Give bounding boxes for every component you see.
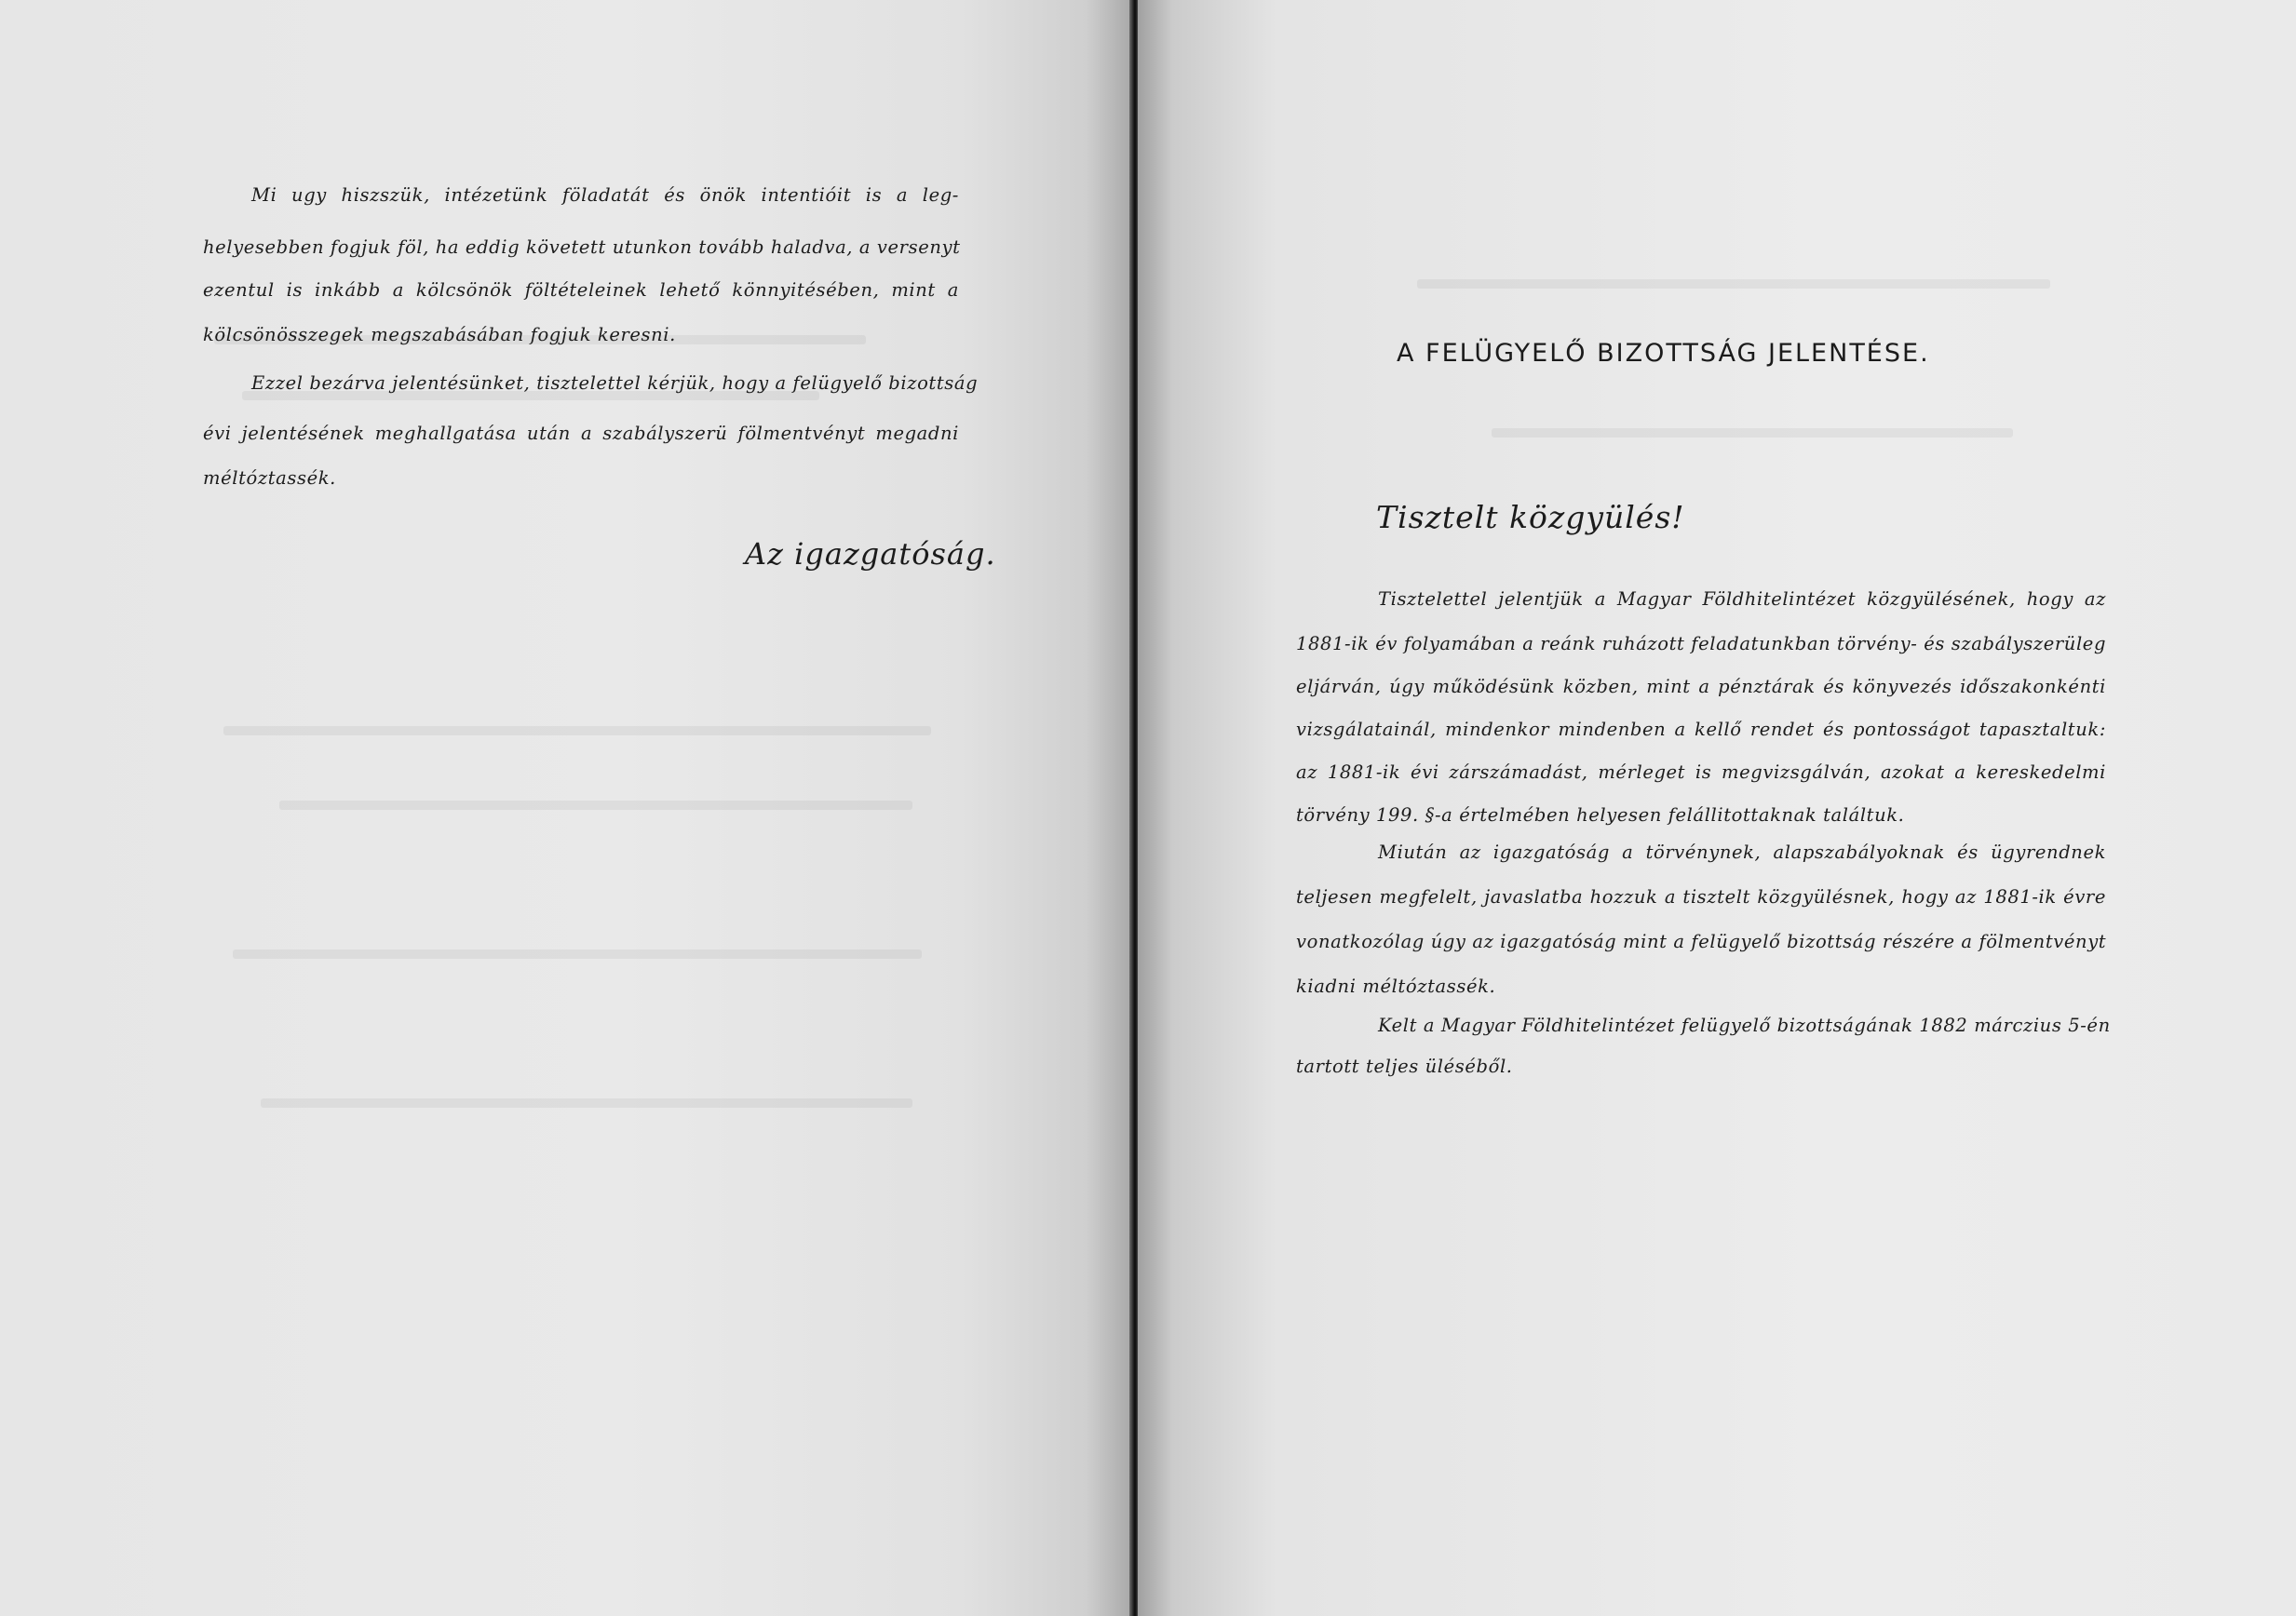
text-line: kiadni méltóztassék. [1296, 976, 1496, 997]
text-line: Miután az igazgatóság a törvénynek, alapszabályoknak és ügyrendnek [1378, 842, 2106, 863]
text-line: Tisztelettel jelentjük a Magyar Földhitelintézet közgyülésének, hogy az [1378, 588, 2106, 610]
text-line: helyesebben fogjuk föl, ha eddig követett utunkon tovább haladva, a versenyt [203, 236, 961, 258]
text-line: az 1881-ik évi zárszámadást, mérleget is megvizsgálván, azokat a kereskedelmi [1296, 761, 2106, 783]
text-line: vonatkozólag úgy az igazgatóság mint a felügyelő bizottság részére a fölmentvényt [1296, 931, 2107, 952]
signature: Az igazgatóság. [745, 536, 996, 572]
text-line: vizsgálatainál, mindenkor mindenben a kellő rendet és pontosságot tapasztaltuk: [1296, 719, 2106, 740]
text-line: tartott teljes üléséből. [1296, 1056, 1513, 1077]
text-line: Ezzel bezárva jelentésünket, tisztelettel kérjük, hogy a felügyelő bizottság [251, 372, 979, 394]
text-line: 1881-ik év folyamában a reánk ruházott feladatunkban törvény- és szabályszerüleg [1296, 633, 2107, 654]
text-line: méltóztassék. [203, 467, 336, 489]
page-heading: A FELÜGYELŐ BIZOTTSÁG JELENTÉSE. [1397, 339, 1930, 368]
salutation: Tisztelt közgyülés! [1376, 499, 1685, 535]
text-line: évi jelentésének meghallgatása után a szabályszerü fölmentvényt megadni [203, 423, 959, 444]
text-line: kölcsönösszegek megszabásában fogjuk keresni. [203, 324, 676, 345]
text-line: ezentul is inkább a kölcsönök föltételeinek lehető könnyitésében, mint a [203, 279, 959, 301]
text-line: teljesen megfelelt, javaslatba hozzuk a tisztelt közgyülésnek, hogy az 1881-ik évre [1296, 886, 2106, 908]
text-line: eljárván, úgy működésünk közben, mint a pénztárak és könyvezés időszakonkénti [1296, 676, 2106, 697]
text-line: Kelt a Magyar Földhitelintézet felügyelő bizottságának 1882 márczius 5-én [1378, 1015, 2111, 1036]
text-line: törvény 199. §-a értelmében helyesen felállitottaknak találtuk. [1296, 804, 1905, 826]
text-line: Mi ugy hiszszük, intézetünk föladatát és önök intentióit is a leg- [251, 184, 959, 206]
